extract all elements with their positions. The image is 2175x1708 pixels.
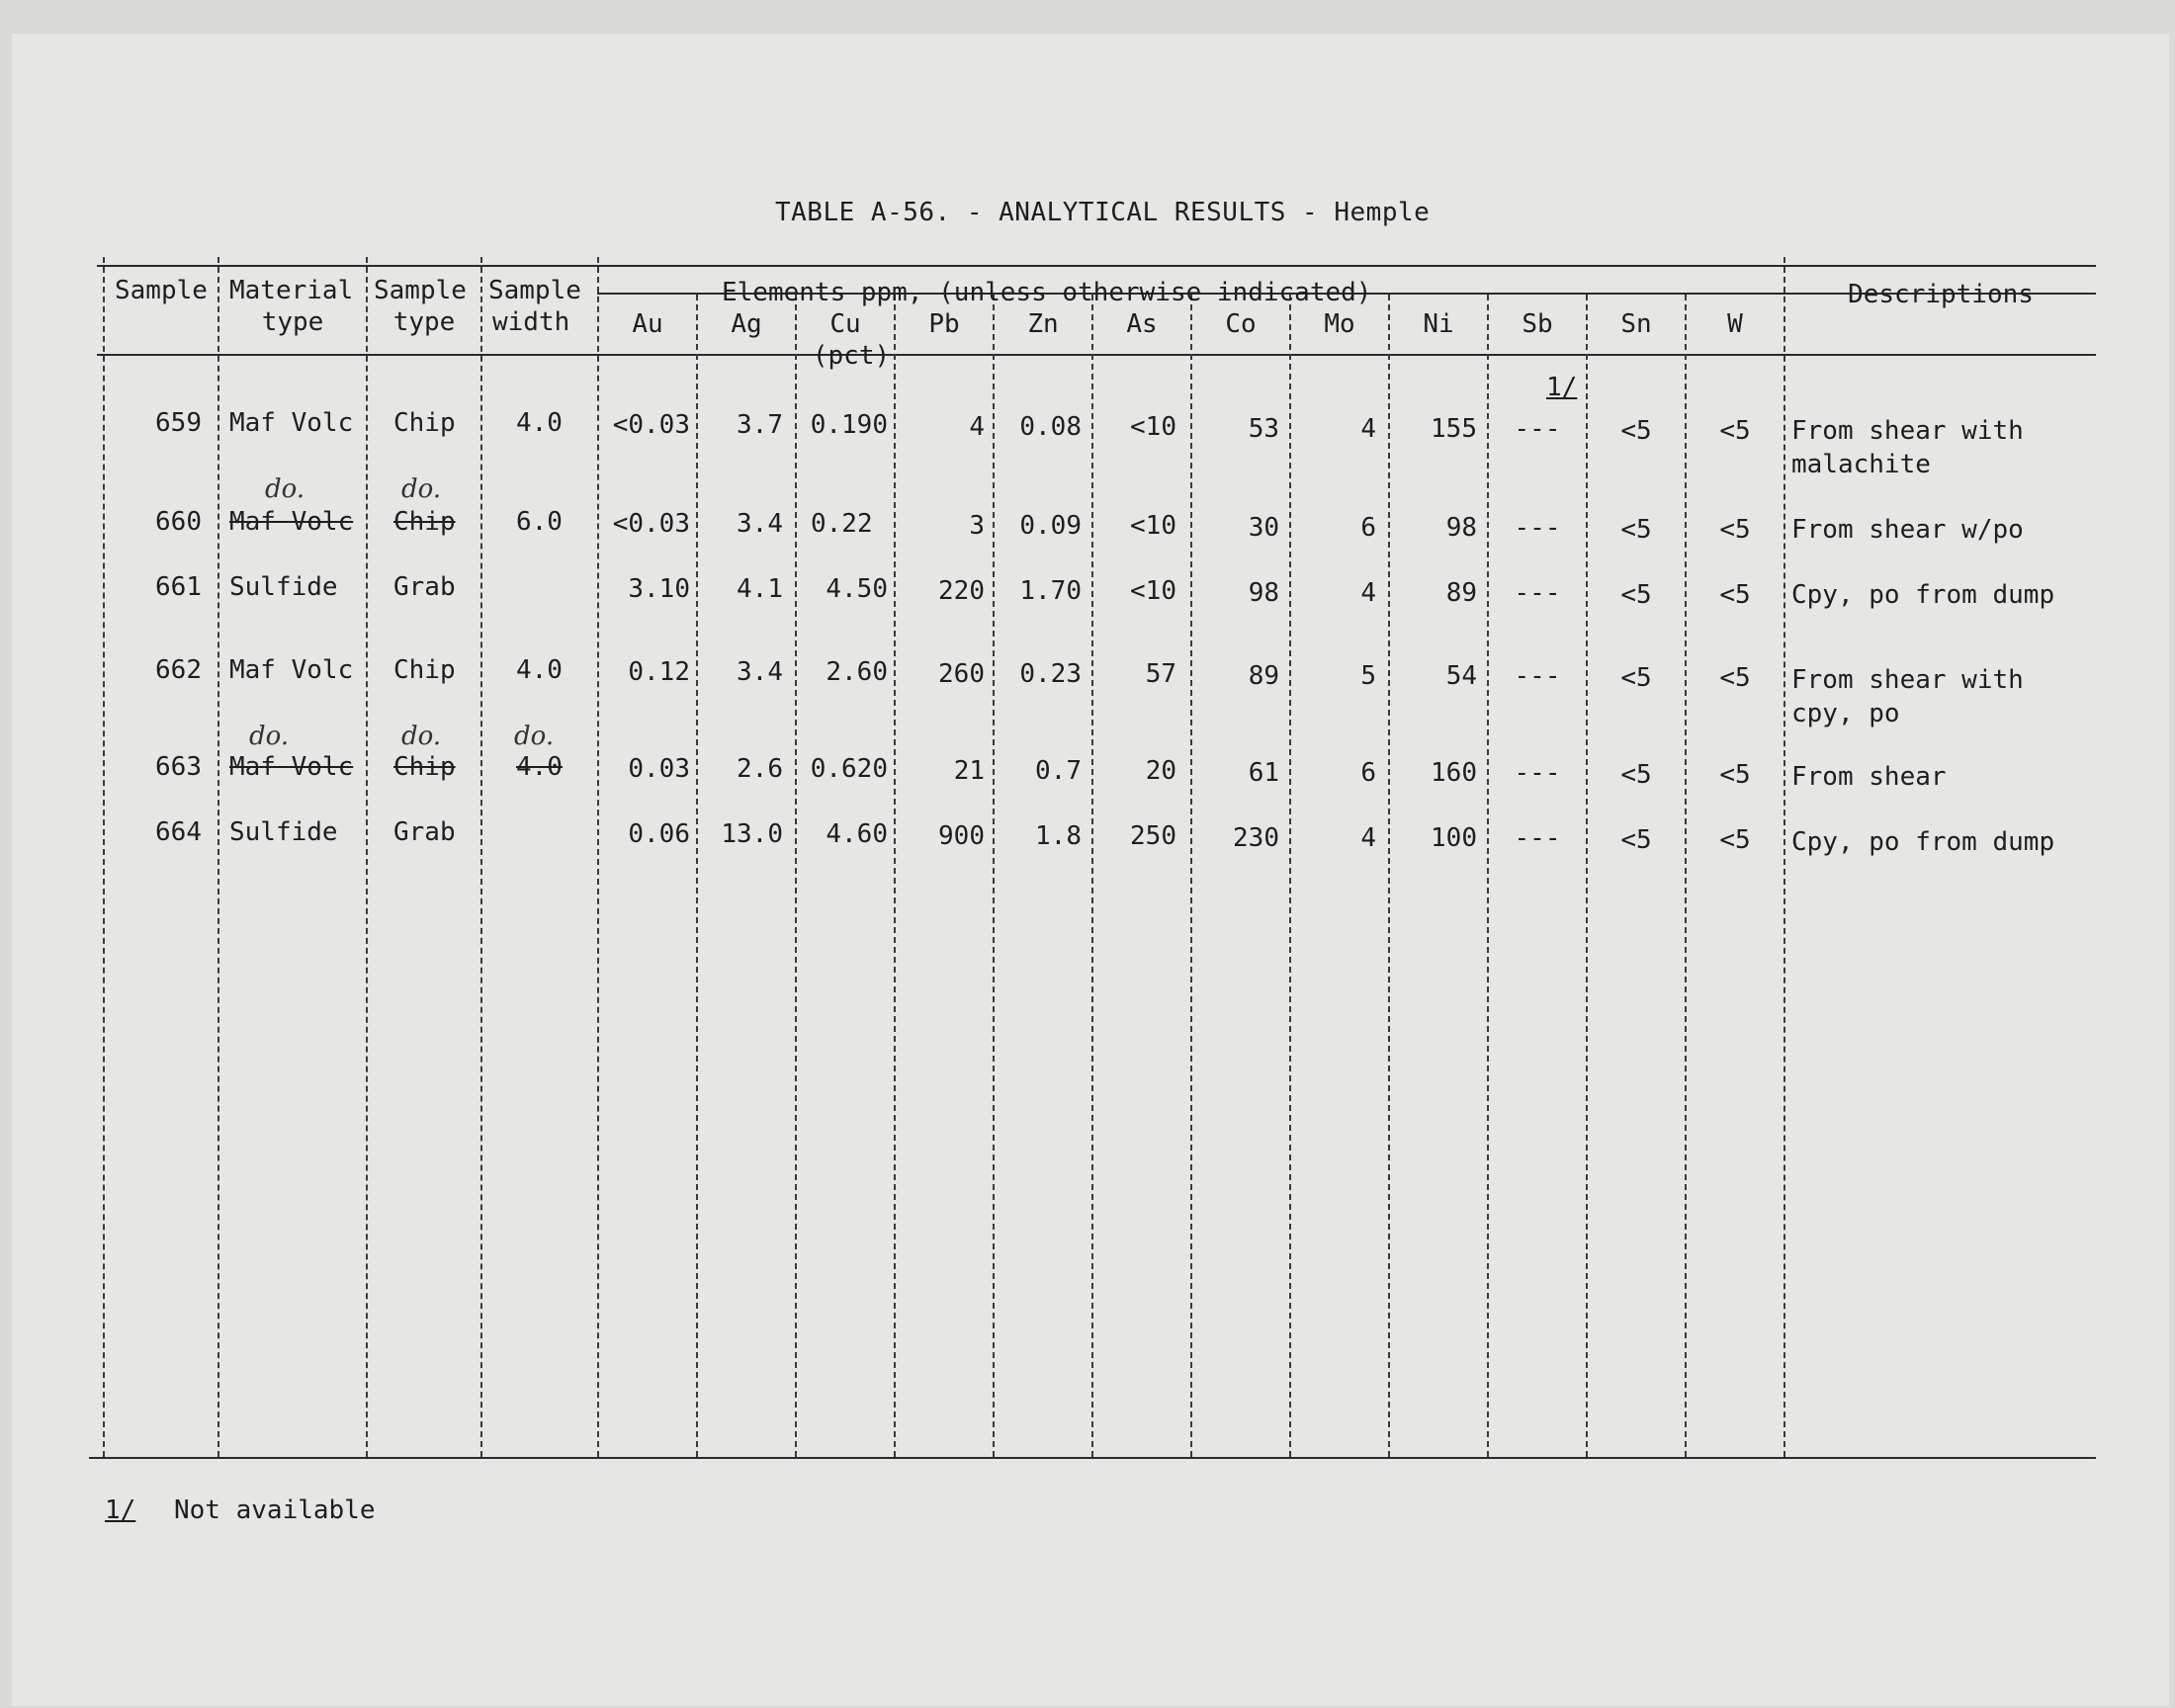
cell-sample-width: 4.0 <box>516 655 563 685</box>
cell-mo: 6 <box>1360 758 1376 788</box>
cell-ni: 155 <box>1431 414 1477 444</box>
cell-sample-type: Grab <box>393 817 456 847</box>
cell-au: 0.06 <box>628 819 690 849</box>
cell-sb: --- <box>1514 758 1561 788</box>
cell-zn: 0.7 <box>1035 756 1082 786</box>
cell-sample: 662 <box>155 655 202 685</box>
header-sample-width: Sample <box>488 276 581 305</box>
cell-mo: 4 <box>1360 414 1376 444</box>
cell-description-line2: malachite <box>1791 450 1931 479</box>
cell-sn: <5 <box>1620 416 1652 446</box>
column-rule <box>1784 257 1785 1457</box>
cell-ni: 54 <box>1445 661 1477 691</box>
cell-sn: <5 <box>1620 825 1652 855</box>
cell-pb: 4 <box>969 412 985 442</box>
cell-description: From shear with <box>1791 665 2024 695</box>
header-cu: Cu <box>829 309 861 339</box>
cell-description-line2: cpy, po <box>1791 699 1900 728</box>
cell-sb: --- <box>1514 661 1561 691</box>
cell-w: <5 <box>1719 580 1751 610</box>
cell-co: 30 <box>1248 513 1279 543</box>
cell-sample-type: Grab <box>393 572 456 602</box>
header-sample-type-2: type <box>392 307 456 337</box>
cell-ni: 160 <box>1431 758 1477 788</box>
cell-sample-type: Chip <box>393 752 456 782</box>
column-rule <box>1388 295 1390 1457</box>
cell-co: 61 <box>1248 758 1279 788</box>
cell-w: <5 <box>1719 825 1751 855</box>
table-bottom-rule <box>89 1457 2096 1459</box>
cell-material: Sulfide <box>229 817 338 847</box>
cell-as: <10 <box>1130 412 1176 442</box>
cell-sample-width: 4.0 <box>516 752 563 782</box>
cell-sn: <5 <box>1620 580 1652 610</box>
cell-as: 57 <box>1145 659 1176 689</box>
cell-pb: 260 <box>938 659 985 689</box>
cell-cu: 0.22 <box>811 509 873 539</box>
ditto-note: do. <box>514 722 555 751</box>
cell-as: <10 <box>1130 576 1176 606</box>
cell-sn: <5 <box>1620 663 1652 693</box>
cell-sample-width: 4.0 <box>516 408 563 438</box>
cell-as: 20 <box>1145 756 1176 786</box>
column-rule <box>795 295 797 1457</box>
document-page <box>12 34 2169 1706</box>
cell-material: Maf Volc <box>229 752 354 782</box>
cell-as: 250 <box>1130 821 1176 851</box>
column-rule <box>993 295 995 1457</box>
cell-sample: 659 <box>155 408 202 438</box>
column-rule <box>1685 295 1687 1457</box>
ditto-note: do. <box>401 722 442 751</box>
cell-zn: 1.8 <box>1035 821 1082 851</box>
cell-as: <10 <box>1130 511 1176 541</box>
header-cu-unit: (pct) <box>812 341 891 371</box>
cell-sb: --- <box>1514 414 1561 444</box>
cell-co: 89 <box>1248 661 1279 691</box>
cell-cu: 0.620 <box>810 754 888 784</box>
cell-sn: <5 <box>1620 515 1652 545</box>
header-material: Material <box>229 276 354 305</box>
cell-cu: 4.50 <box>826 574 888 604</box>
column-rule <box>1487 295 1489 1457</box>
cell-ag: 2.6 <box>737 754 783 784</box>
header-descriptions: Descriptions <box>1848 280 2034 309</box>
cell-ni: 89 <box>1445 578 1477 608</box>
cell-cu: 2.60 <box>826 657 888 687</box>
cell-au: 3.10 <box>628 574 690 604</box>
cell-ni: 100 <box>1431 823 1477 853</box>
sb-footnote-marker: 1/ <box>1546 373 1578 402</box>
column-rule <box>1190 295 1192 1457</box>
cell-ag: 3.4 <box>737 657 783 687</box>
cell-mo: 6 <box>1360 513 1376 543</box>
table-title: TABLE A-56. - ANALYTICAL RESULTS - Hemple <box>775 198 1431 227</box>
table-top-rule <box>97 265 2096 267</box>
cell-material: Maf Volc <box>229 408 354 438</box>
column-rule <box>1289 295 1291 1457</box>
header-pb: Pb <box>928 309 960 339</box>
cell-sample: 660 <box>155 507 202 537</box>
header-bottom-rule <box>97 354 2096 356</box>
cell-ag: 4.1 <box>737 574 783 604</box>
cell-description: Cpy, po from dump <box>1791 827 2055 857</box>
cell-pb: 21 <box>953 756 985 786</box>
header-sb: Sb <box>1522 309 1553 339</box>
cell-w: <5 <box>1719 515 1751 545</box>
cell-sample-type: Chip <box>393 655 456 685</box>
header-sample-type: Sample <box>374 276 467 305</box>
cell-co: 230 <box>1233 823 1279 853</box>
header-co: Co <box>1225 309 1257 339</box>
header-au: Au <box>632 309 663 339</box>
cell-sb: --- <box>1514 513 1561 543</box>
cell-cu: 4.60 <box>826 819 888 849</box>
cell-mo: 5 <box>1360 661 1376 691</box>
cell-zn: 0.23 <box>1019 659 1082 689</box>
cell-cu: 0.190 <box>810 410 888 440</box>
header-w: W <box>1727 309 1743 339</box>
cell-co: 53 <box>1248 414 1279 444</box>
cell-zn: 0.09 <box>1019 511 1082 541</box>
cell-co: 98 <box>1248 578 1279 608</box>
cell-description: Cpy, po from dump <box>1791 580 2055 610</box>
cell-sample-type: Chip <box>393 408 456 438</box>
cell-description: From shear w/po <box>1791 515 2024 545</box>
cell-sample: 663 <box>155 752 202 782</box>
footnote-marker: 1/ <box>105 1495 136 1525</box>
cell-material: Maf Volc <box>229 655 354 685</box>
cell-au: 0.12 <box>628 657 690 687</box>
cell-zn: 1.70 <box>1019 576 1082 606</box>
header-sn: Sn <box>1620 309 1652 339</box>
header-ag: Ag <box>731 309 762 339</box>
cell-ag: 3.4 <box>737 509 783 539</box>
cell-pb: 220 <box>938 576 985 606</box>
header-mo: Mo <box>1324 309 1355 339</box>
cell-au: <0.03 <box>612 509 690 539</box>
header-sample: Sample <box>115 276 208 305</box>
column-rule <box>1091 295 1093 1457</box>
header-as: As <box>1126 309 1158 339</box>
column-rule <box>1586 295 1588 1457</box>
ditto-note: do. <box>265 474 305 504</box>
cell-au: 0.03 <box>628 754 690 784</box>
cell-sample-width: 6.0 <box>516 507 563 537</box>
cell-pb: 900 <box>938 821 985 851</box>
column-rule <box>696 295 698 1457</box>
header-material-type: type <box>261 307 324 337</box>
column-rule <box>480 257 482 1457</box>
cell-pb: 3 <box>969 511 985 541</box>
header-sample-width-2: width <box>492 307 570 337</box>
cell-w: <5 <box>1719 760 1751 790</box>
cell-ag: 3.7 <box>737 410 783 440</box>
ditto-note: do. <box>401 474 442 504</box>
cell-au: <0.03 <box>612 410 690 440</box>
cell-sample-type: Chip <box>393 507 456 537</box>
cell-ag: 13.0 <box>721 819 783 849</box>
cell-mo: 4 <box>1360 578 1376 608</box>
cell-w: <5 <box>1719 663 1751 693</box>
header-zn: Zn <box>1027 309 1059 339</box>
column-rule <box>103 257 105 1457</box>
cell-material: Maf Volc <box>229 507 354 537</box>
footnote-text: Not available <box>174 1495 376 1525</box>
cell-w: <5 <box>1719 416 1751 446</box>
column-rule <box>894 295 896 1457</box>
cell-description: From shear with <box>1791 416 2024 446</box>
cell-ni: 98 <box>1445 513 1477 543</box>
column-rule <box>218 257 219 1457</box>
header-elements: Elements ppm, (unless otherwise indicated) <box>722 278 1372 307</box>
column-rule <box>366 257 368 1457</box>
cell-material: Sulfide <box>229 572 338 602</box>
ditto-note: do. <box>249 722 290 751</box>
cell-sample: 664 <box>155 817 202 847</box>
cell-sb: --- <box>1514 578 1561 608</box>
header-ni: Ni <box>1423 309 1454 339</box>
cell-sb: --- <box>1514 823 1561 853</box>
cell-zn: 0.08 <box>1019 412 1082 442</box>
cell-mo: 4 <box>1360 823 1376 853</box>
cell-description: From shear <box>1791 762 1947 792</box>
cell-sn: <5 <box>1620 760 1652 790</box>
cell-sample: 661 <box>155 572 202 602</box>
